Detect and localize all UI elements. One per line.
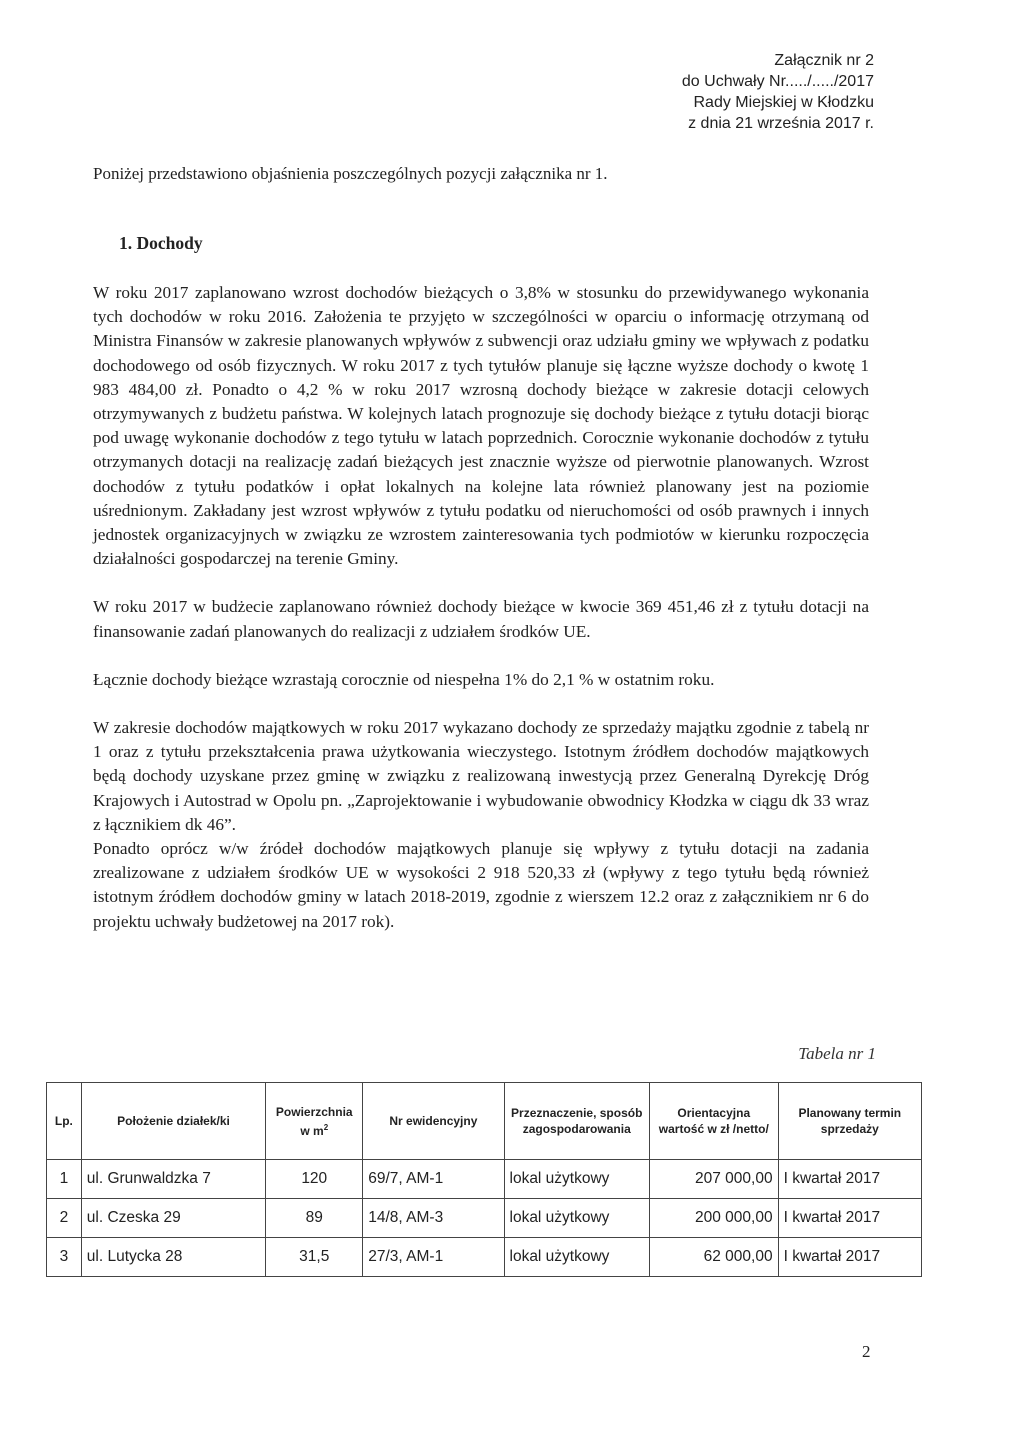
cell-lp: 1 — [47, 1160, 82, 1199]
cell-location: ul. Grunwaldzka 7 — [81, 1160, 265, 1199]
paragraph: W roku 2017 zaplanowano wzrost dochodów bieżących o 3,8% w stosunku do przewidywanego wykonania tych dochodów w roku 2016. Założenia te przyjęto w szczególności w oparciu o informację otrzymaną od Ministra Finansów w zakresie planowanych wpływów z subwencji oraz udziału gminy we wpływach z podatku dochodowego od osób fizycznych. W roku 2017 z tych tytułów planuje się łączne wyższe dochody o kwotę 1 983 484,00 zł. Ponadto o 4,2 % w roku 2017 wzrosną dochody bieżące w zakresie dotacji celowych otrzymywanych z budżetu państwa. W kolejnych latach prognozuje się dochody bieżące z tytułu dotacji biorąc pod uwagę wykonanie dochodów z tego tytułu w latach poprzednich. Corocznie wykonanie dochodów z tytułu otrzymanych dotacji na realizację zadań bieżących jest znacznie wyższe od pierwotnie planowanych. Wzrost dochodów z tytułu podatków i opłat lokalnych na kolejne lata również planowany jest na poziomie uśrednionym. Zakładany jest wzrost wpływów z tytułu podatku od nieruchomości od osób prawnych i innych jednostek organizacyjnych w związku ze wzrostem zainteresowania tych podmiotów w kierunku rozpoczęcia działalności gospodarczej na terenie Gminy. — [93, 283, 869, 569]
paragraph: Łącznie dochody bieżące wzrastają corocznie od niespełna 1% do 2,1 % w ostatnim roku. — [93, 669, 715, 689]
paragraph: W roku 2017 w budżecie zaplanowano również dochody bieżące w kwocie 369 451,46 zł z tytułu dotacji na finansowanie zadań planowanych do realizacji z udziałem środków UE. — [93, 597, 869, 641]
header-area — [266, 1083, 363, 1160]
council-name: Rady Miejskiej w Kłodzku — [693, 94, 874, 111]
section-heading: 1. Dochody — [119, 233, 203, 253]
table-row — [47, 1199, 922, 1238]
cell-purpose: lokal użytkowy — [504, 1238, 649, 1277]
header-value: Orientacyjna wartość w zł /netto/ — [649, 1083, 778, 1160]
paragraph: Ponadto oprócz w/w źródeł dochodów majątkowych planuje się wpływy z tytułu dotacji na zadania zrealizowane z udziałem środków UE w wysokości 2 918 520,33 zł (wpływy z tego tytułu będą również istotnym źródłem dochodów gminy w latach 2018-2019, zgodnie z wierszem 12.2 oraz z załącznikiem nr 6 do projektu uchwały budżetowej na 2017 rok). — [93, 839, 869, 931]
section-body — [93, 281, 869, 958]
cell-area: 120 — [266, 1160, 363, 1199]
cell-value: 62 000,00 — [649, 1238, 778, 1277]
header-area-label: Powierzchnia — [275, 1104, 353, 1119]
header-area-sup: 2 — [323, 1122, 329, 1132]
header-registry: Nr ewidencyjny — [363, 1083, 504, 1160]
cell-registry: 14/8, AM-3 — [363, 1199, 504, 1238]
header-location: Położenie działek/ki — [81, 1083, 265, 1160]
cell-location: ul. Lutycka 28 — [81, 1238, 265, 1277]
attachment-number: Załącznik nr 2 — [774, 52, 874, 69]
table-row — [47, 1238, 922, 1277]
header-term: Planowany termin sprzedaży — [778, 1083, 921, 1160]
header-purpose: Przeznaczenie, sposób zagospodarowania — [504, 1083, 649, 1160]
paragraph: W zakresie dochodów majątkowych w roku 2017 wykazano dochody ze sprzedaży majątku zgodnie z tabelą nr 1 oraz z tytułu przekształcenia prawa użytkowania wieczystego. Istotnym źródłem dochodów majątkowych będą dochody uzyskane przez gminę w związku z realizowaną inwestycją przez Generalną Dyrekcję Dróg Krajowych i Autostrad w Opolu pn. „Zaprojektowanie i wybudowanie obwodnicy Kłodzka w ciągu dk 33 wraz z łącznikiem dk 46”. — [93, 718, 869, 834]
cell-area: 31,5 — [266, 1238, 363, 1277]
header-area-unit: w m — [300, 1123, 324, 1138]
property-sales-table — [46, 1082, 922, 1277]
cell-term: I kwartał 2017 — [778, 1160, 921, 1199]
cell-registry: 69/7, AM-1 — [363, 1160, 504, 1199]
resolution-number: do Uchwały Nr...../...../2017 — [681, 73, 874, 90]
page-number: 2 — [862, 1342, 871, 1361]
cell-location: ul. Czeska 29 — [81, 1199, 265, 1238]
cell-purpose: lokal użytkowy — [504, 1199, 649, 1238]
intro-sentence: Poniżej przedstawiono objaśnienia poszczególnych pozycji załącznika nr 1. — [93, 164, 608, 183]
cell-registry: 27/3, AM-1 — [363, 1238, 504, 1277]
table-row — [47, 1160, 922, 1199]
cell-term: I kwartał 2017 — [778, 1238, 921, 1277]
cell-lp: 2 — [47, 1199, 82, 1238]
attachment-header — [682, 50, 874, 134]
cell-value: 207 000,00 — [649, 1160, 778, 1199]
cell-area: 89 — [266, 1199, 363, 1238]
header-lp: Lp. — [47, 1083, 82, 1160]
resolution-date: z dnia 21 września 2017 r. — [688, 115, 874, 132]
cell-value: 200 000,00 — [649, 1199, 778, 1238]
cell-lp: 3 — [47, 1238, 82, 1277]
cell-term: I kwartał 2017 — [778, 1199, 921, 1238]
table-caption: Tabela nr 1 — [798, 1044, 876, 1063]
cell-purpose: lokal użytkowy — [504, 1160, 649, 1199]
table-header-row — [47, 1083, 922, 1160]
